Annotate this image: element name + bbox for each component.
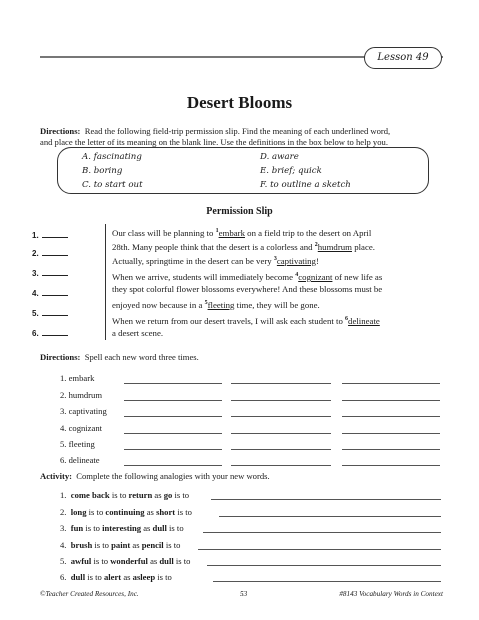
slip-line-6: enjoyed now because in a $^5$fleeting time, they will be gone. <box>112 299 320 310</box>
spell-word-6: 6. delineate <box>60 455 100 465</box>
page-footer <box>40 590 443 602</box>
analogy-2: 2. long is to continuing as short is to <box>60 507 192 517</box>
analogy-1: 1. come back is to return as go is to <box>60 490 190 500</box>
footer-book-title: #8143 Vocabulary Words in Context <box>339 590 443 598</box>
analogy-answer-line[interactable] <box>203 532 441 533</box>
spelling-blank[interactable] <box>342 449 440 450</box>
directions-text-line1: Read the following field-trip permission slip. Find the meaning of each underlined word, <box>84 126 391 136</box>
activity-directions: Activity: Complete the following analogies with your new words. <box>40 471 270 481</box>
answer-blank-3[interactable] <box>32 268 68 278</box>
spell-word-1: 1. embark <box>60 373 95 383</box>
spelling-blank[interactable] <box>231 465 331 466</box>
analogy-6: 6. dull is to alert as asleep is to <box>60 572 172 582</box>
definition-b: B. boring <box>82 166 123 176</box>
answer-blank-1[interactable] <box>32 230 68 240</box>
slip-line-4: When we arrive, students will immediately become $^4$cognizant of new life as <box>112 271 383 282</box>
slip-line-8: a desert scene. <box>112 328 164 338</box>
answer-blank-4[interactable] <box>32 288 68 298</box>
analogy-answer-line[interactable] <box>213 581 441 582</box>
vocab-word-cognizant: cognizant <box>298 271 333 282</box>
slip-divider <box>105 224 106 340</box>
footer-page-number: 53 <box>240 590 248 598</box>
analogy-answer-line[interactable] <box>207 565 441 566</box>
analogy-5: 5. awful is to wonderful as dull is to <box>60 556 191 566</box>
spelling-blank[interactable] <box>231 383 331 384</box>
spelling-blank[interactable] <box>124 383 222 384</box>
spelling-blank[interactable] <box>231 449 331 450</box>
spell-word-4: 4. cognizant <box>60 423 102 433</box>
lesson-badge: Lesson 49 <box>364 47 442 69</box>
definition-d: D. aware <box>260 152 299 162</box>
spelling-blank[interactable] <box>124 416 222 417</box>
answer-number: 6. <box>32 329 39 338</box>
answer-number: 4. <box>32 289 39 298</box>
analogy-answer-line[interactable] <box>219 516 441 517</box>
spelling-blank[interactable] <box>231 400 331 401</box>
slip-line-2: 28th. Many people think that the desert is a colorless and $^2$humdrum place. <box>112 241 375 252</box>
answer-blank-6[interactable] <box>32 328 68 338</box>
spelling-blank[interactable] <box>342 400 440 401</box>
vocab-word-fleeting: fleeting <box>207 299 235 310</box>
vocab-word-captivating: captivating <box>276 255 316 266</box>
page-title: Desert Blooms <box>186 93 293 112</box>
spell-word-3: 3. captivating <box>60 406 107 416</box>
vocab-word-delineate: delineate <box>348 315 380 326</box>
spell-word-2: 2. humdrum <box>60 390 103 400</box>
analogy-4: 4. brush is to paint as pencil is to <box>60 540 181 550</box>
directions-text-line2: and place the letter of its meaning on the blank line. Use the definitions in the box below to help you. <box>40 137 388 147</box>
slip-line-1: Our class will be planning to $^1$embark on a field trip to the desert on April <box>112 227 372 238</box>
footer-copyright: ©Teacher Created Resources, Inc. <box>40 590 139 598</box>
answer-blank-2[interactable] <box>32 248 68 258</box>
slip-line-5: they spot colorful flower blossoms everywhere! And these blossoms must be <box>112 284 383 294</box>
directions-2: Directions: Spell each new word three times. <box>40 352 199 362</box>
permission-slip-title: Permission Slip <box>206 206 273 217</box>
spelling-blank[interactable] <box>231 416 331 417</box>
spelling-blank[interactable] <box>342 433 440 434</box>
analogy-answer-line[interactable] <box>198 549 441 550</box>
directions-1 <box>40 126 450 148</box>
answer-blank-5[interactable] <box>32 308 68 318</box>
slip-line-3: Actually, springtime in the desert can be very $^3$captivating! <box>112 255 319 266</box>
spell-word-5: 5. fleeting <box>60 439 95 449</box>
spelling-blank[interactable] <box>342 465 440 466</box>
vocab-word-humdrum: humdrum <box>317 241 352 252</box>
spelling-blank[interactable] <box>231 433 331 434</box>
spelling-blank[interactable] <box>124 400 222 401</box>
answer-number: 1. <box>32 231 39 240</box>
answer-number: 2. <box>32 249 39 258</box>
spelling-blank[interactable] <box>124 465 222 466</box>
definition-e: E. brief; quick <box>260 166 322 176</box>
definition-a: A. fascinating <box>82 152 142 162</box>
slip-line-7: When we return from our desert travels, I will ask each student to $^6$delineate <box>112 315 380 326</box>
spelling-blank[interactable] <box>124 449 222 450</box>
definition-c: C. to start out <box>82 180 143 190</box>
directions-label: Directions: <box>40 126 81 136</box>
spelling-blank[interactable] <box>342 383 440 384</box>
definition-f: F. to outline a sketch <box>260 180 351 190</box>
analogy-3: 3. fun is to interesting as dull is to <box>60 523 184 533</box>
spelling-blank[interactable] <box>124 433 222 434</box>
spelling-blank[interactable] <box>342 416 440 417</box>
vocab-word-embark: embark <box>218 227 245 238</box>
analogy-answer-line[interactable] <box>211 499 441 500</box>
answer-number: 5. <box>32 309 39 318</box>
answer-number: 3. <box>32 269 39 278</box>
